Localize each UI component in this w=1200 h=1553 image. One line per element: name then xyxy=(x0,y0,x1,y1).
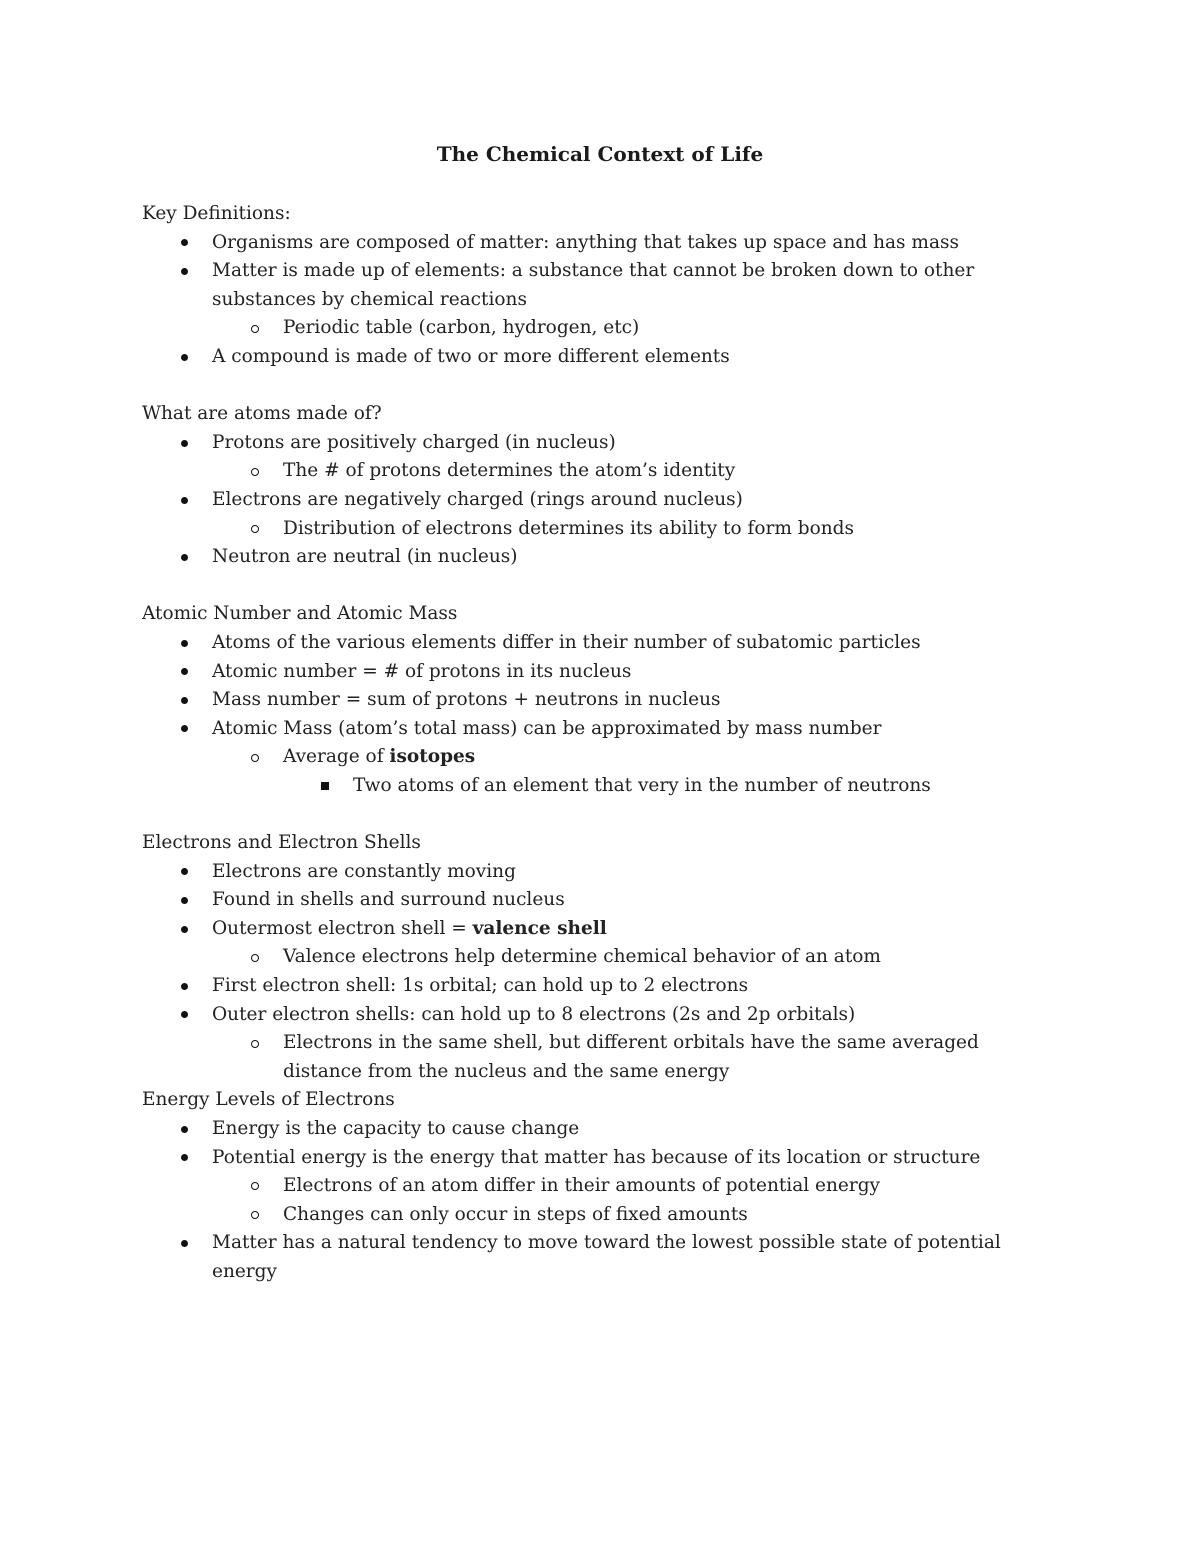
sub-list-item: Average of isotopes xyxy=(142,743,1022,772)
section-electron-shells xyxy=(142,829,1022,1086)
sub-list-item: Electrons of an atom differ in their amounts of potential energy xyxy=(142,1172,1022,1201)
section-heading: Atomic Number and Atomic Mass xyxy=(142,603,458,625)
list-item: Mass number = sum of protons + neutrons in nucleus xyxy=(142,686,1022,715)
section-key-definitions xyxy=(142,200,1022,372)
list-item: Energy is the capacity to cause change xyxy=(142,1115,1022,1144)
bold-term: isotopes xyxy=(389,746,476,768)
bullet-dot-icon xyxy=(177,429,191,458)
list-item: Outer electron shells: can hold up to 8 electrons (2s and 2p orbitals) xyxy=(142,1001,1022,1030)
bullet-dot-icon xyxy=(177,715,191,744)
bullet-dot-icon xyxy=(177,686,191,715)
bullet-circle-icon xyxy=(248,1172,262,1201)
list-item: Matter has a natural tendency to move toward the lowest possible state of potential energy xyxy=(142,1229,1022,1286)
bullet-dot-icon xyxy=(177,858,191,887)
list-item: Organisms are composed of matter: anything that takes up space and has mass xyxy=(142,229,1022,258)
bullet-circle-icon xyxy=(248,1201,262,1230)
section-heading: Key Definitions: xyxy=(142,203,291,224)
list-item: First electron shell: 1s orbital; can hold up to 2 electrons xyxy=(142,972,1022,1001)
bullet-circle-icon xyxy=(248,314,262,343)
page-title: The Chemical Context of Life xyxy=(436,142,764,166)
sub-list-item: Valence electrons help determine chemical behavior of an atom xyxy=(142,943,1022,972)
document-body xyxy=(142,200,1022,1287)
bullet-circle-icon xyxy=(248,1029,262,1058)
list-item: A compound is made of two or more different elements xyxy=(142,343,1022,372)
bullet-circle-icon xyxy=(248,943,262,972)
bullet-dot-icon xyxy=(177,486,191,515)
bullet-dot-icon xyxy=(177,257,191,286)
bullet-dot-icon xyxy=(177,1144,191,1173)
list-item: Electrons are negatively charged (rings around nucleus) xyxy=(142,486,1022,515)
bullet-square-icon xyxy=(318,772,332,801)
bullet-dot-icon xyxy=(177,1115,191,1144)
list-item: Atomic Mass (atom’s total mass) can be approximated by mass number xyxy=(142,715,1022,744)
bullet-dot-icon xyxy=(177,915,191,944)
section-heading: Electrons and Electron Shells xyxy=(142,832,421,854)
list-item: Matter is made up of elements: a substance that cannot be broken down to other substances by chemical reactions xyxy=(142,257,1022,314)
list-item: Potential energy is the energy that matter has because of its location or structure xyxy=(142,1144,1022,1173)
bullet-dot-icon xyxy=(177,886,191,915)
bullet-dot-icon xyxy=(177,972,191,1001)
section-heading: Energy Levels of Electrons xyxy=(142,1089,395,1111)
list-item: Atomic number = # of protons in its nucleus xyxy=(142,658,1022,687)
sub-list-item: Electrons in the same shell, but different orbitals have the same averaged distance from the nucleus and the same energy xyxy=(142,1029,1022,1086)
bullet-circle-icon xyxy=(248,457,262,486)
bullet-dot-icon xyxy=(177,1001,191,1030)
list-item: Outermost electron shell = valence shell xyxy=(142,915,1022,944)
list-item: Electrons are constantly moving xyxy=(142,858,1022,887)
list-item: Protons are positively charged (in nucleus) xyxy=(142,429,1022,458)
bullet-dot-icon xyxy=(177,343,191,372)
bullet-dot-icon xyxy=(177,1229,191,1258)
sub-list-item: The # of protons determines the atom’s identity xyxy=(142,457,1022,486)
list-item: Neutron are neutral (in nucleus) xyxy=(142,543,1022,572)
bullet-dot-icon xyxy=(177,229,191,258)
bullet-circle-icon xyxy=(248,743,262,772)
bullet-dot-icon xyxy=(177,543,191,572)
bullet-circle-icon xyxy=(248,515,262,544)
bullet-dot-icon xyxy=(177,629,191,658)
sub-list-item: Periodic table (carbon, hydrogen, etc) xyxy=(142,314,1022,343)
bold-term: valence shell xyxy=(472,917,607,939)
section-energy-levels xyxy=(142,1086,1022,1286)
list-item: Found in shells and surround nucleus xyxy=(142,886,1022,915)
section-heading: What are atoms made of? xyxy=(142,403,382,425)
section-atomic-number-mass xyxy=(142,600,1022,800)
sub-list-item: Distribution of electrons determines its ability to form bonds xyxy=(142,515,1022,544)
list-item: Atoms of the various elements differ in their number of subatomic particles xyxy=(142,629,1022,658)
bullet-dot-icon xyxy=(177,658,191,687)
sub-sub-list-item: Two atoms of an element that very in the number of neutrons xyxy=(142,772,1022,801)
section-atoms-made-of xyxy=(142,400,1022,572)
sub-list-item: Changes can only occur in steps of fixed amounts xyxy=(142,1201,1022,1230)
